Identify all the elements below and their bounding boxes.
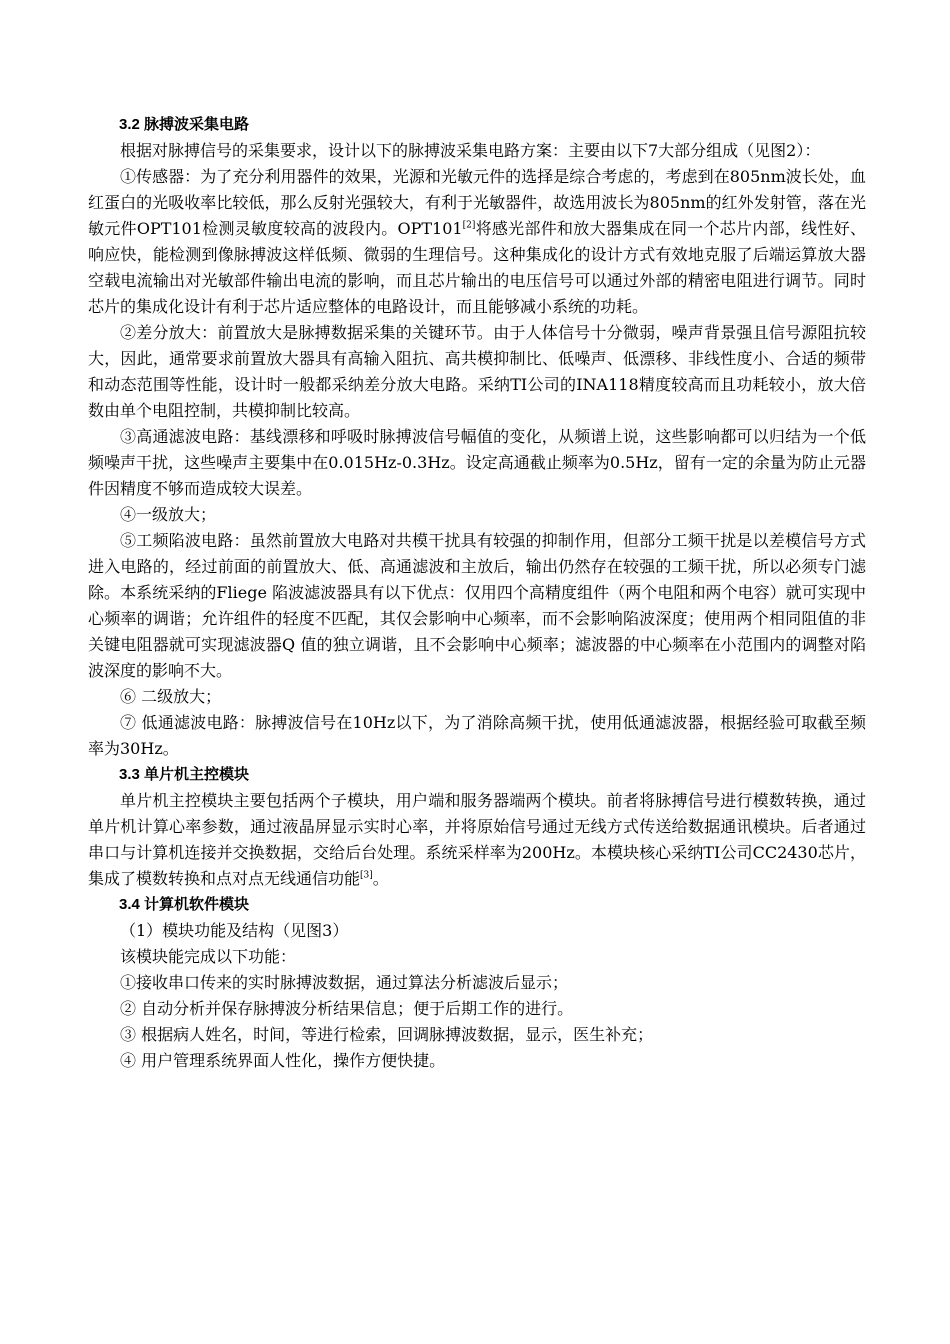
section-heading-3-4: 3.4 计算机软件模块 [119,896,250,913]
citation-ref-2: [2] [462,220,476,231]
page-content [88,112,866,1074]
citation-ref-3: [3] [360,870,373,881]
mcu-text-part-1: 单片机主控模块主要包括两个子模块，用户端和服务器端两个模块。前者将脉搏信号进行模数转换，通过单片机计算心率参数，通过液晶屏显示实时心率，并将原始信号通过无线方式传送给数据通讯模块。后者通过串口与计算机连接并交换数据，交给后台处理。系统采样率为200Hz。本模块核心采纳TI公司CC2430芯片，集成了模数转换和点对点无线通信功能 [88,791,866,888]
notch-filter-paragraph: ⑤工频陷波电路：虽然前置放大电路对共模干扰具有较强的抑制作用，但部分工频干扰是以差模信号方式进入电路的，经过前面的前置放大、低、高通滤波和主放后，输出仍然存在较强的工频干扰，所以必须专门滤除。本系统采纳的Fliege 陷波滤波器具有以下优点：仅用四个高精度组件（两个电阻和两个电容）就可实现中心频率的调谐；允许组件的轻度不匹配，其仅会影响中心频率，而不会影响陷波深度；使用两个相同阻值的非关键电阻器就可实现滤波器Q 值的独立调谐，且不会影响中心频率；滤波器的中心频率在小范围内的调整对陷波深度的影响不大。 [88,531,866,680]
first-stage-amp-item: ④一级放大； [120,505,217,524]
differential-amp-paragraph: ②差分放大：前置放大是脉搏数据采集的关键环节。由于人体信号十分微弱，噪声背景强且信号源阻抗较大，因此，通常要求前置放大器具有高输入阻抗、高共模抑制比、低噪声、低漂移、非线性度小、合适的频带和动态范围等性能，设计时一般都采纳差分放大电路。采纳TI公司的INA118精度较高而且功耗较小，放大倍数由单个电阻控制，共模抑制比较高。 [88,323,866,420]
module-functions-intro: 该模块能完成以下功能： [120,947,297,966]
sensor-paragraph [88,164,866,320]
sensor-text-part-2: 将感光部件和放大器集成在同一个芯片内部，线性好、响应快，能检测到像脉搏波这样低频、微弱的生理信号。这种集成化的设计方式有效地克服了后端运算放大器空载电流输出对光敏部件输出电流的影响，而且芯片输出的电压信号可以通过外部的精密电阻进行调节。同时芯片的集成化设计有利于芯片适应整体的电路设计，而且能够减小系统的功耗。 [88,219,866,316]
section-heading-3-3: 3.3 单片机主控模块 [119,766,250,783]
function-item-1: ①接收串口传来的实时脉搏波数据，通过算法分析滤波后显示； [120,973,569,992]
function-item-4: ④ 用户管理系统界面人性化，操作方便快捷。 [120,1051,446,1070]
section-heading-3-2: 3.2 脉搏波采集电路 [119,116,250,133]
highpass-filter-paragraph: ③高通滤波电路：基线漂移和呼吸时脉搏波信号幅值的变化，从频谱上说，这些影响都可以归结为一个低频噪声干扰，这些噪声主要集中在0.015Hz-0.3Hz。设定高通截止频率为0.5Hz，留有一定的余量为防止元器件因精度不够而造成较大误差。 [88,427,866,498]
function-item-3: ③ 根据病人姓名，时间，等进行检索，回调脉搏波数据，显示，医生补充； [120,1025,654,1044]
lowpass-filter-paragraph: ⑦ 低通滤波电路：脉搏波信号在10Hz以下，为了消除高频干扰，使用低通滤波器，根据经验可取截至频率为30Hz。 [88,713,866,758]
section-3-2-intro: 根据对脉搏信号的采集要求，设计以下的脉搏波采集电路方案：主要由以下7大部分组成（见图2）： [120,141,821,160]
mcu-text-part-2: 。 [372,869,389,888]
function-item-2: ② 自动分析并保存脉搏波分析结果信息；便于后期工作的进行。 [120,999,574,1018]
second-stage-amp-item: ⑥ 二级放大； [120,687,222,706]
mcu-module-paragraph [88,788,866,892]
sensor-text-part-1: ①传感器：为了充分利用器件的效果，光源和光敏元件的选择是综合考虑的，考虑到在805nm波长处，血红蛋白的光吸收率比较低，那么反射光强较大，有利于光敏器件，故选用波长为805nm的红外发射管，落在光敏元件OPT101检测灵敏度较高的波段内。OPT101 [88,167,866,238]
module-structure-subheading: （1）模块功能及结构（见图3） [120,921,349,940]
